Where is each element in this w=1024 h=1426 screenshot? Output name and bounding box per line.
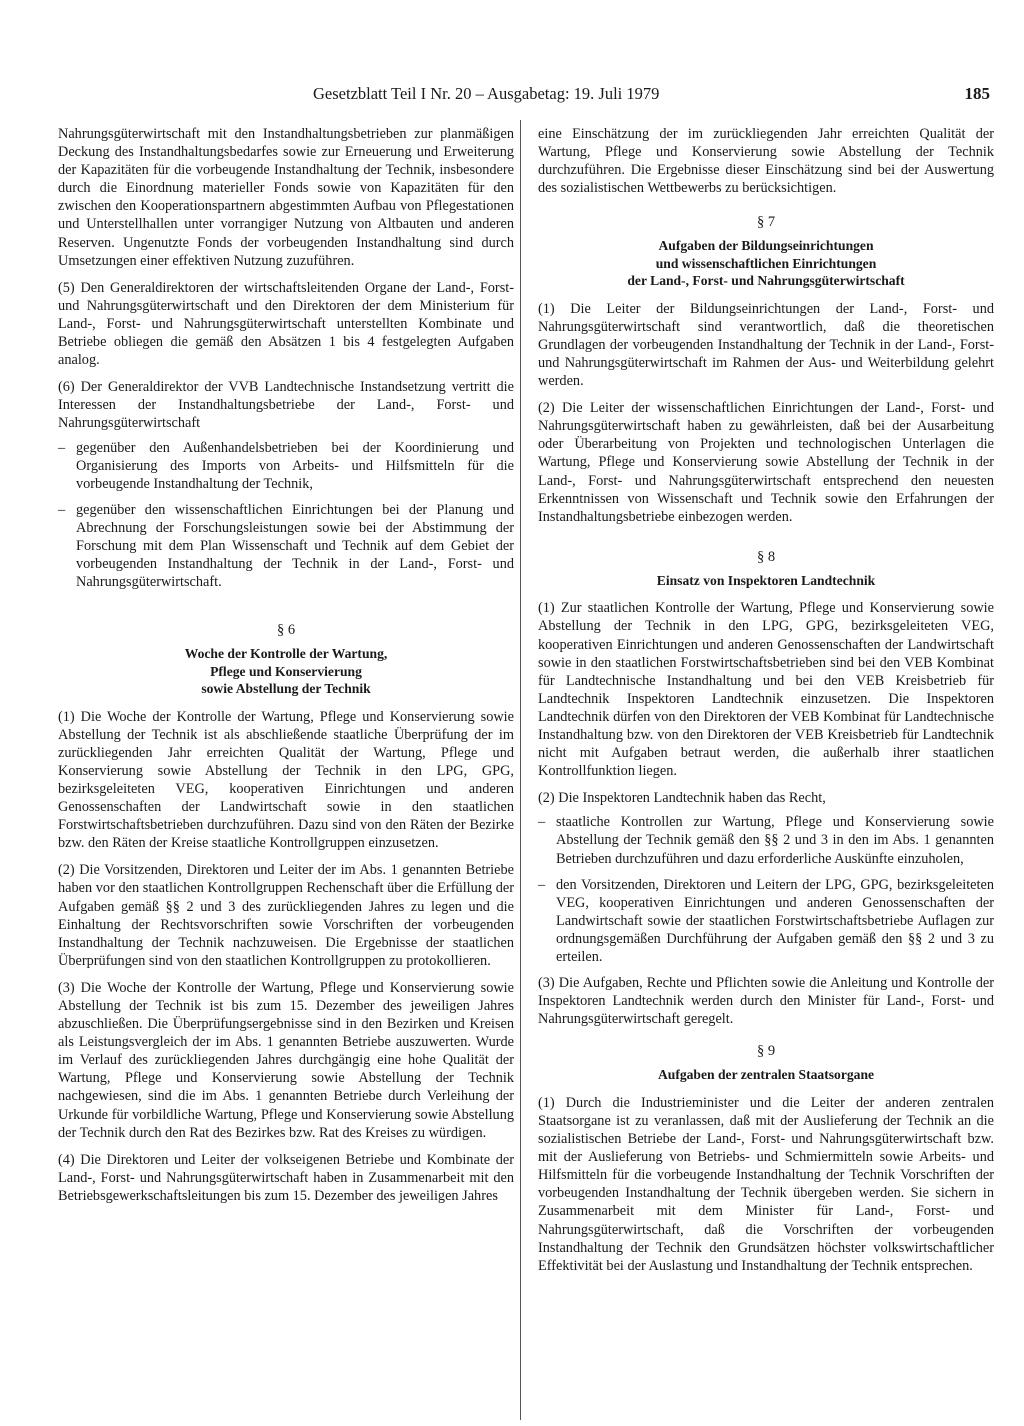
list-item: – gegenüber den Außenhandelsbetrieben bei der Koordinierung und Organisierung des Imports von Arbeits- und Hilfsmitteln für die vorbeugende Instandhaltung der Technik, (58, 439, 514, 493)
list-item: – gegenüber den wissenschaftlichen Einrichtungen bei der Planung und Abrechnung der Forschungsleistungen sowie bei der Abstimmung der Forschung mit dem Plan Wissenschaft und Technik auf dem Gebiet der vorbeugenden Instandhaltung der Technik in der Land-, Forst- und Nahrungsgüterwirtschaft. (58, 501, 514, 591)
section-title-line: und wissenschaftlichen Einrichtungen (655, 255, 877, 271)
section-title-line: Woche der Kontrolle der Wartung, (184, 646, 388, 662)
paragraph-6: (6) Der Generaldirektor der VVB Landtechnische Instandsetzung vertritt die Interessen der Instandhaltungsbetriebe der Land-, Forst- und Nahrungsgüterwirtschaft (58, 379, 514, 432)
section-8-paragraph-3: (3) Die Aufgaben, Rechte und Pflichten sowie die Anleitung und Kontrolle der Inspektoren Landtechnik werden durch den Minister für Land-, Forst- und Nahrungsgüterwirtschaft geregelt. (538, 975, 994, 1028)
section-6-paragraph-2: (2) Die Vorsitzenden, Direktoren und Leiter der im Abs. 1 genannten Betriebe haben vor den staatlichen Kontrollgruppen Rechenschaft über die Erfüllung der Aufgaben gemäß §§ 2 und 3 des zurückliegenden Jahres zu legen und die Einhaltung der Rechtsvorschriften sowie Vorschriften der vorbeugenden Instandhaltung der Technik nachzuweisen. Die Ergebnisse der staatlichen Überprüfungen sind von den staatlichen Kontrollgruppen zu protokollieren. (58, 862, 514, 969)
section-8-paragraph-2: (2) Die Inspektoren Landtechnik haben das Recht, (538, 790, 826, 807)
section-number-9: § 9 (756, 1043, 776, 1060)
paragraph-continued: eine Einschätzung der im zurückliegenden Jahr erreichten Qualität der Wartung, Pflege und Konservierung sowie Abstellung der Technik durchzuführen. Die Ergebnisse dieser Einschätzung sind bei der Auswertung des sozialistischen Wettbewerbs zu berücksichtigen. (538, 126, 994, 197)
page-number: 185 (964, 84, 990, 103)
paragraph-continued: Nahrungsgüterwirtschaft mit den Instandhaltungsbetrieben zur planmäßigen Deckung des Instandhaltungsbedarfes sowie zur Erneuerung und Erweiterung der Kapazitäten für die vorbeugende Instandhaltung der Technik, insbesondere durch die Einordnung materieller Fonds sowie von Kapazitäten für den zwischen den Kooperationspartnern abgestimmten Aufbau von Pflegestationen und Unterstellhallen unter vorrangiger Nutzung von Altbauten und anderen Reserven. Ungenutzte Fonds der vorbeugenden Instandhaltung sind durch Umsetzungen einer effektiven Nutzung zuzuführen. (58, 126, 514, 269)
running-title: Gesetzblatt Teil I Nr. 20 – Ausgabetag: 19. Juli 1979 (313, 84, 660, 103)
section-title-9 (538, 1066, 994, 1083)
section-title-6 (58, 645, 514, 697)
section-title-line: der Land-, Forst- und Nahrungsgüterwirtschaft (627, 273, 905, 289)
list-item: – den Vorsitzenden, Direktoren und Leitern der LPG, GPG, bezirksgeleiteten VEG, kooperativen Einrichtungen und anderen Genossenschaften der Landwirtschaft sowie der staatlichen Forstwirtschaftsbetriebe Auflagen zur ordnungsgemäßen Durchführung der Aufgaben gemäß den §§ 2 und 3 zu erteilen. (538, 876, 994, 966)
section-number-8: § 8 (756, 548, 776, 565)
section-6-paragraph-3: (3) Die Woche der Kontrolle der Wartung, Pflege und Konservierung sowie Abstellung der Technik ist bis zum 15. Dezember des jeweiligen Jahres abzuschließen. Die Überprüfungsergebnisse sind in den Bezirken und Kreisen als Leistungsvergleich der im Abs. 1 genannten Betriebe auszuwerten. Wurde im Verlauf des zurückliegenden Jahres durchgängig eine hohe Qualität der Wartung, Pflege und Konservierung sowie Abstellung der Technik nachgewiesen, sind die im Abs. 1 genannten Betriebe durch Verleihung der Urkunde für vorbildliche Wartung, Pflege und Konservierung sowie Abstellung der Technik durch den Rat des Bezirkes bzw. Rat des Kreises zu würdigen. (58, 979, 514, 1141)
section-8-paragraph-1: (1) Zur staatlichen Kontrolle der Wartung, Pflege und Konservierung sowie Abstellung der Technik in den LPG, GPG, bezirksgeleiteten VEG, kooperativen Einrichtungen und anderen Genossenschaften der Landwirtschaft sowie in den staatlichen Forstwirtschaftsbetrieben sind bei den VEB Kombinat für Landtechnische Instandhaltung und bei den VEB Kreisbetrieb für Landtechnik Inspektoren Landtechnik einzusetzen. Die Inspektoren Landtechnik dürfen von den Direktoren der VEB Kombinat für Landtechnische Instandhaltung bzw. von den Direktoren der VEB Kreisbetrieb für Landtechnik nicht mit Aufgaben betraut werden, die außerhalb ihrer staatlichen Kontrollfunktion liegen. (538, 600, 994, 780)
page-header (58, 84, 990, 106)
right-column (538, 125, 994, 1284)
section-title-line: Aufgaben der zentralen Staatsorgane (657, 1067, 875, 1083)
section-title-7 (538, 237, 994, 289)
section-title-line: Pflege und Konservierung (210, 663, 362, 679)
section-title-8 (538, 572, 994, 589)
section-title-line: Einsatz von Inspektoren Landtechnik (656, 572, 876, 588)
list-item: – staatliche Kontrollen zur Wartung, Pflege und Konservierung sowie Abstellung der Technik gemäß den §§ 2 und 3 in den im Abs. 1 genannten Betrieben durchzuführen und dazu erforderliche Auskünfte einzuholen, (538, 813, 994, 867)
section-7-paragraph-1: (1) Die Leiter der Bildungseinrichtungen der Land-, Forst- und Nahrungsgüterwirtschaft sind verantwortlich, daß die theoretischen Grundlagen der vorbeugenden Instandhaltung der Technik in der Land-, Forst- und Nahrungsgüterwirtschaft im Rahmen der Aus- und Weiterbildung gelehrt werden. (538, 300, 994, 390)
section-title-line: sowie Abstellung der Technik (201, 681, 371, 697)
section-6-paragraph-4: (4) Die Direktoren und Leiter der volkseigenen Betriebe und Kombinate der Land-, Forst- und Nahrungsgüterwirtschaft haben in Zusammenarbeit mit den Betriebsgewerkschaftsleitungen bis zum 15. Dezember des jeweiligen Jahres (58, 1151, 514, 1204)
left-column (58, 125, 514, 1214)
column-divider (520, 120, 521, 1420)
section-7-paragraph-2: (2) Die Leiter der wissenschaftlichen Einrichtungen der Land-, Forst- und Nahrungsgüterwirtschaft haben zu gewährleisten, daß bei der Ausarbeitung oder Überarbeitung von Projekten und technologischen Unterlagen die Wartung, Pflege und Konservierung sowie Abstellung der Technik in der Land-, Forst- und Nahrungsgüterwirtschaft entsprechend den neuesten Erkenntnissen von Wissenschaft und Technik sowie den Erfahrungen der Instandhaltungsbetriebe einbezogen werden. (538, 400, 994, 525)
section-6-paragraph-1: (1) Die Woche der Kontrolle der Wartung, Pflege und Konservierung sowie Abstellung der Technik ist als abschließende staatliche Überprüfung der im zurückliegenden Jahr erreichten Qualität der Wartung, Pflege und Konservierung sowie Abstellung der Technik in den LPG, GPG, bezirksgeleiteten VEG, kooperativen Einrichtungen und anderen Genossenschaften der Landwirtschaft sowie in den staatlichen Forstwirtschaftsbetrieben durchzuführen. Dazu sind von den Räten der Bezirke bzw. den Räten der Kreise staatliche Kontrollgruppen einzusetzen. (58, 708, 514, 852)
section-number-6: § 6 (276, 622, 296, 639)
section-title-line: Aufgaben der Bildungseinrichtungen (658, 238, 874, 254)
paragraph-6-list (58, 439, 514, 592)
paragraph-5: (5) Den Generaldirektoren der wirtschaftsleitenden Organe der Land-, Forst- und Nahrungsgüterwirtschaft und den Direktoren der dem Ministerium für Land-, Forst- und Nahrungsgüterwirtschaft unterstellten Kombinate und Betriebe obliegen die gemäß den Absätzen 1 bis 4 festgelegten Aufgaben analog. (58, 279, 514, 369)
section-8-list (538, 813, 994, 966)
section-number-7: § 7 (756, 214, 776, 231)
section-9-paragraph-1: (1) Durch die Industrieminister und die Leiter der anderen zentralen Staatsorgane ist zu veranlassen, daß mit der Auslieferung der Technik an die sozialistischen Betriebe der Land-, Forst- und Nahrungsgüterwirtschaft bzw. mit der Auslieferung von Betriebs- und Schmiermitteln sowie Arbeits- und Hilfsmitteln für die vorbeugende Instandhaltung der Technik Vorschriften der vorbeugenden Instandhaltung der Technik übergeben werden. Sie sichern in Zusammenarbeit mit dem Minister für Land-, Forst- und Nahrungsgüterwirtschaft, daß die Vorschriften der vorbeugenden Instandhaltung der Technik den Grundsätzen höchster volkswirtschaftlicher Effektivität bei der Auslastung und Instandhaltung der Technik entsprechen. (538, 1094, 994, 1274)
